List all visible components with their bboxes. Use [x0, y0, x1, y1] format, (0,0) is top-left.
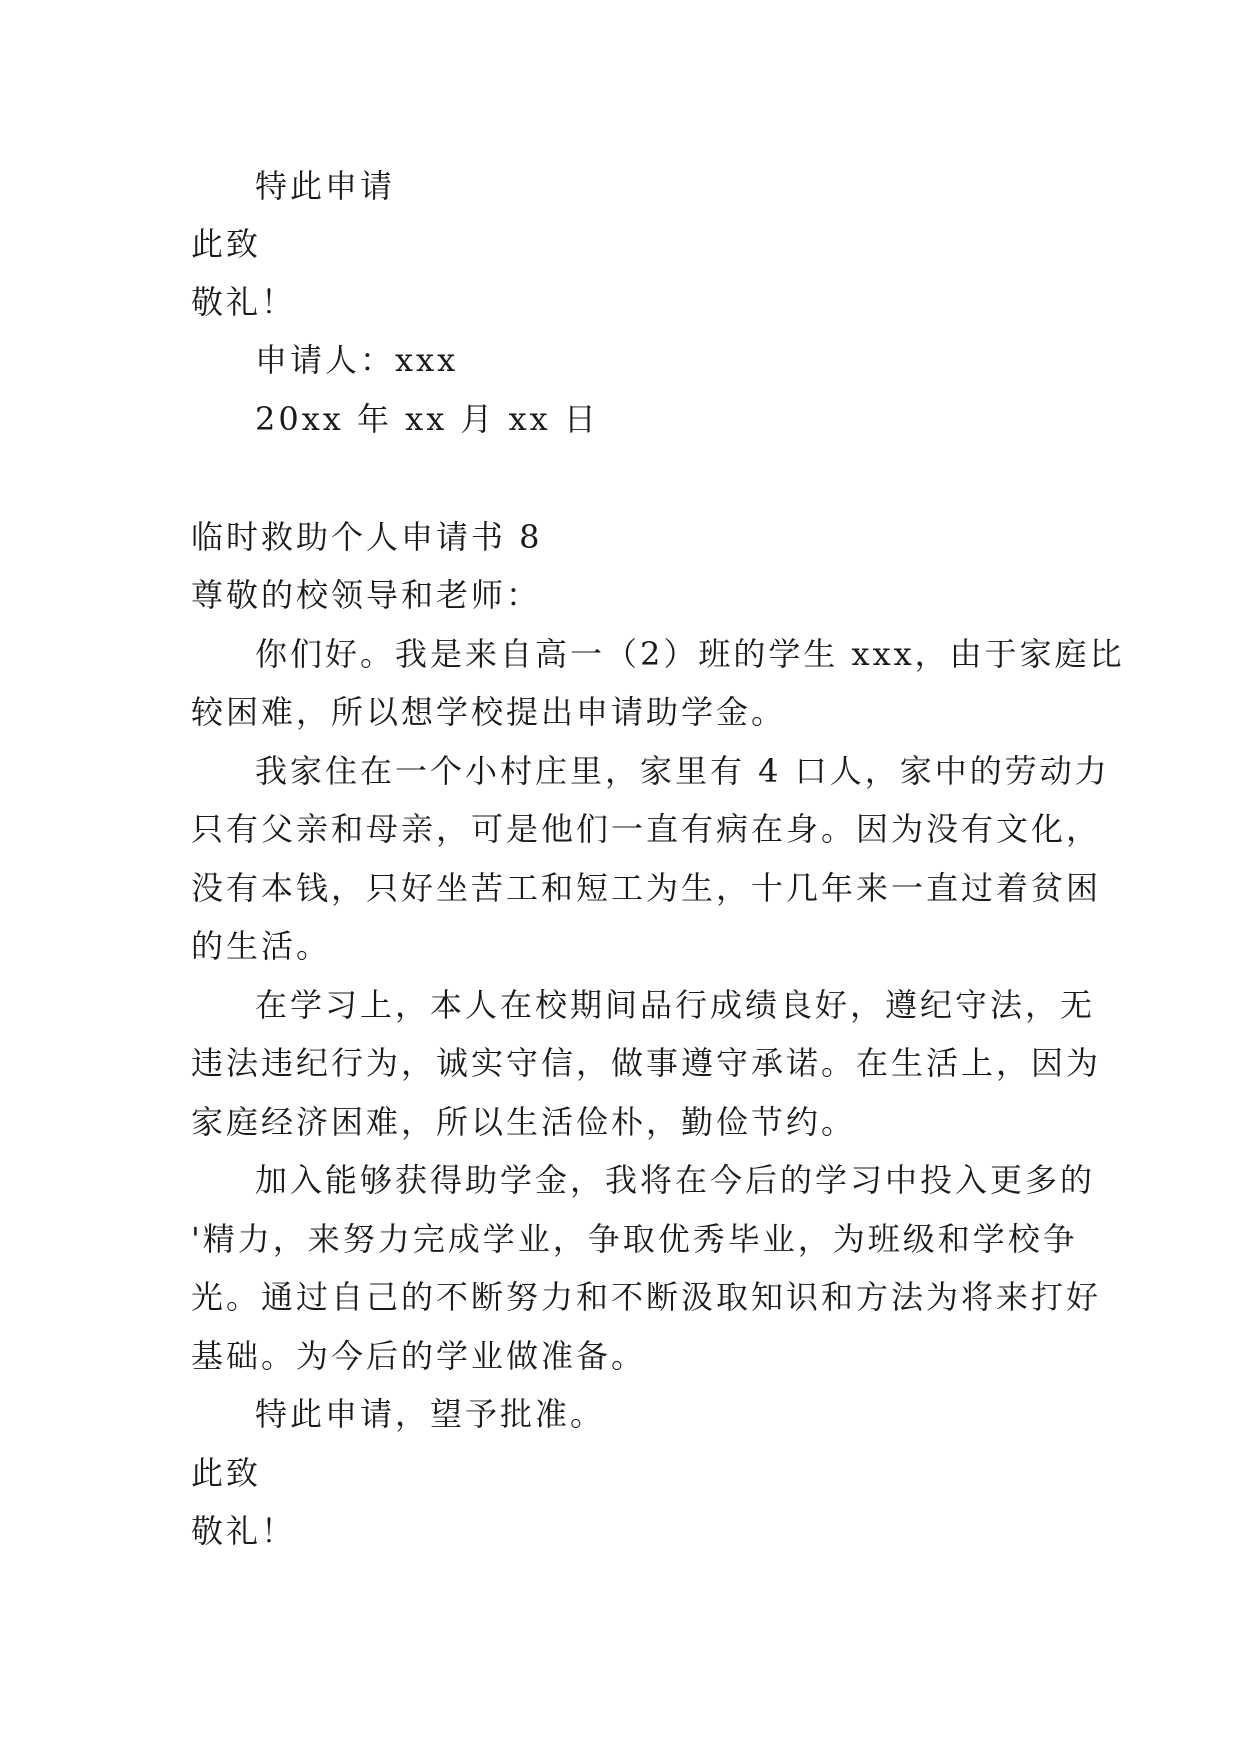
body-line: 只有父亲和母亲，可是他们一直有病在身。因为没有文化，: [191, 810, 1102, 848]
closing-text: 特此申请: [255, 167, 396, 205]
letter-greeting: 尊敬的校领导和老师：: [191, 576, 542, 614]
body-line: 在学习上，本人在校期间品行成绩良好，遵纪守法，无: [255, 986, 1096, 1024]
body-line: 没有本钱，只好坐苦工和短工为生，十几年来一直过着贫困: [191, 869, 1102, 907]
body-line: 的生活。: [191, 927, 332, 965]
body-line: '精力，来努力完成学业，争取优秀毕业，为班级和学校争: [191, 1220, 1078, 1258]
body-line: 我家住在一个小村庄里，家里有 4 口人，家中的劳动力: [255, 752, 1110, 790]
body-line: 特此申请，望予批准。: [255, 1395, 606, 1433]
salutation-regards: 敬礼！: [191, 1512, 297, 1550]
letter-title: 临时救助个人申请书 8: [191, 518, 543, 556]
salutation-regards: 敬礼！: [191, 283, 297, 321]
salutation-to: 此致: [191, 225, 262, 263]
body-line: 较困难，所以想学校提出申请助学金。: [191, 693, 787, 731]
applicant-line: 申请人：xxx: [255, 341, 459, 379]
body-line: 家庭经济困难，所以生活俭朴，勤俭节约。: [191, 1103, 857, 1141]
body-line: 违法违纪行为，诚实守信，做事遵守承诺。在生活上，因为: [191, 1044, 1102, 1082]
body-line: 基础。为今后的学业做准备。: [191, 1337, 647, 1375]
body-line: 加入能够获得助学金，我将在今后的学习中投入更多的: [255, 1161, 1096, 1199]
body-line: 光。通过自己的不断努力和不断汲取知识和方法为将来打好: [191, 1278, 1102, 1316]
salutation-to: 此致: [191, 1454, 262, 1492]
body-line: 你们好。我是来自高一（2）班的学生 xxx，由于家庭比: [255, 635, 1125, 673]
date-line: 20xx 年 xx 月 xx 日: [255, 400, 599, 438]
